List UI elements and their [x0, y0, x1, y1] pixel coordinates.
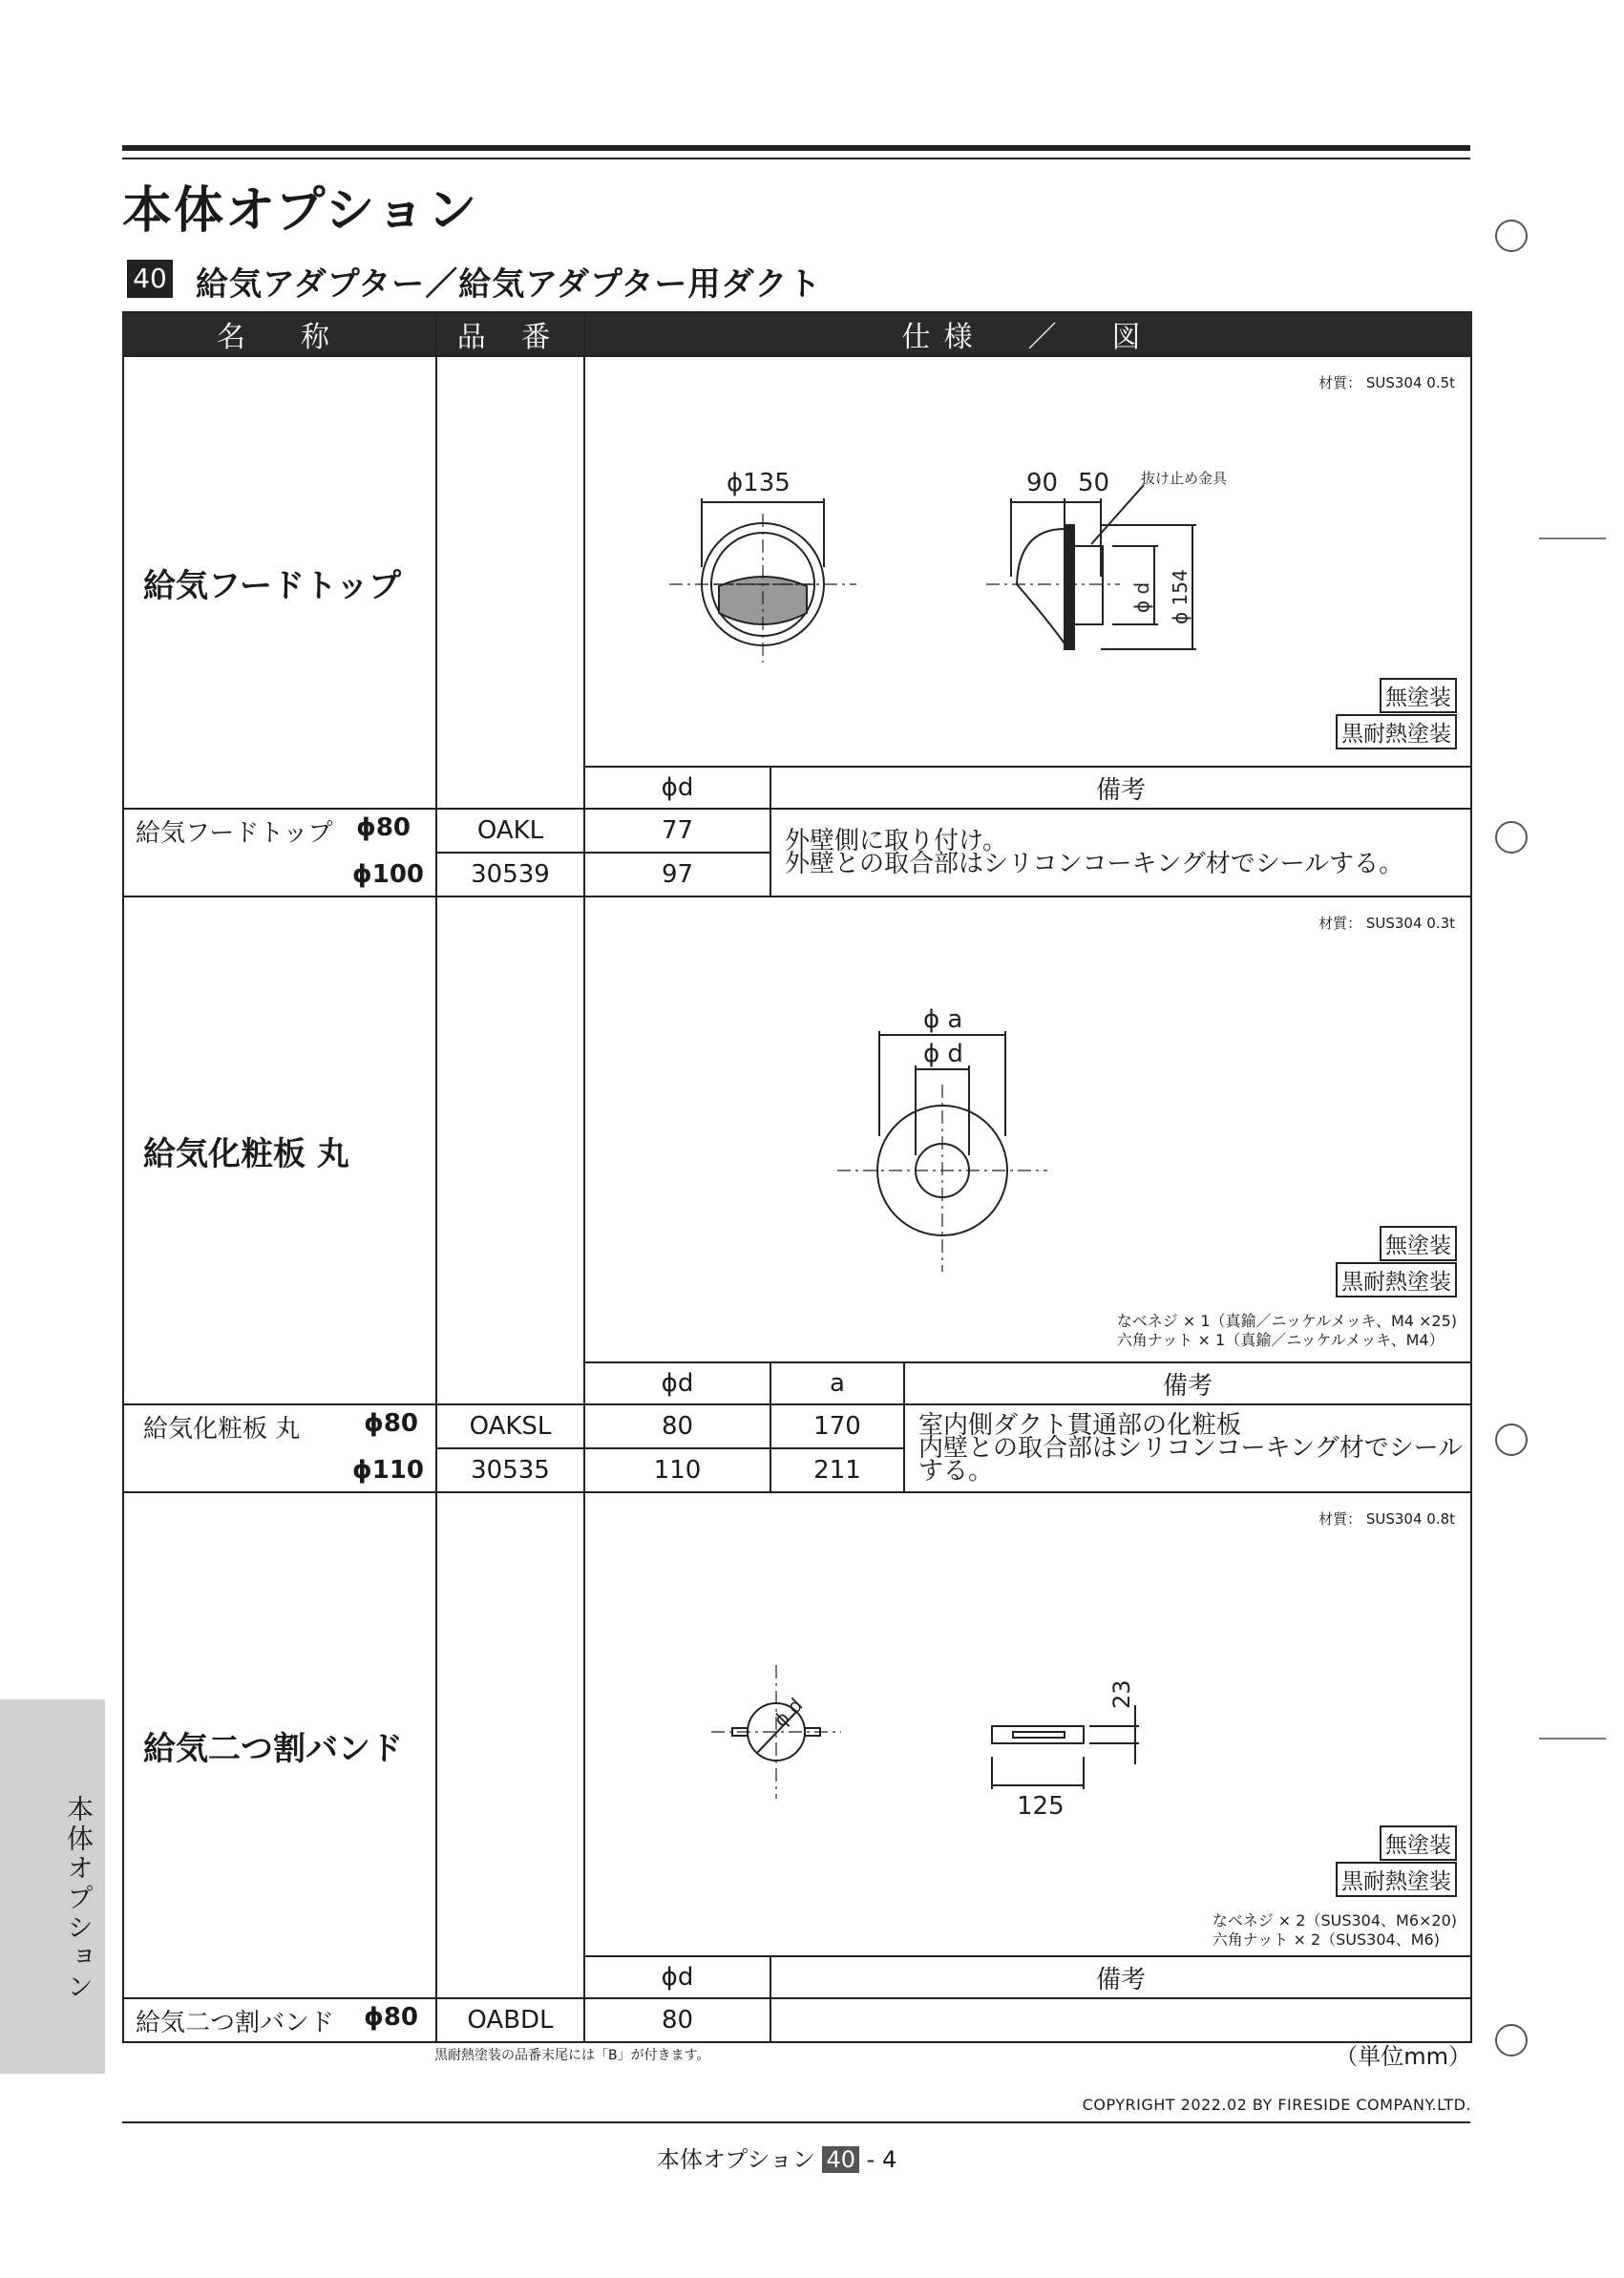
header-part-no: 品 番	[436, 312, 584, 356]
split-band-drawing	[585, 1493, 1460, 1955]
dim-phi-d: ϕ d	[923, 1040, 963, 1068]
row-phi-d: 97	[584, 853, 770, 896]
row-size: ϕ80	[356, 813, 411, 842]
bottom-rule	[122, 2121, 1470, 2123]
hardware-notes: なベネジ × 1（真鍮／ニッケルメッキ、M4 ×25) 六角ナット × 1（真鍮／ニッケルメッキ、M4）	[1116, 1312, 1458, 1349]
header-name: 名 称	[123, 312, 436, 356]
tag-unpainted: 無塗装	[1380, 678, 1457, 713]
unit-label: （単位mm）	[1335, 2043, 1471, 2070]
subheader-remarks: 備考	[904, 1362, 1471, 1404]
material-label: 材質： SUS304 0.3t	[1318, 915, 1456, 932]
product-name: 給気フードトップ	[123, 356, 436, 809]
row-remarks: 室内側ダクト貫通部の化粧板 内壁との取合部はシリコンコーキング材でシールする。	[904, 1404, 1471, 1492]
index-tick	[1539, 1738, 1606, 1740]
table-row	[123, 1404, 1471, 1448]
row-phi-d: 80	[584, 1404, 770, 1448]
row-name: 給気二つ割バンド	[136, 2008, 335, 2037]
binder-hole	[1495, 1424, 1528, 1456]
figure-face-plate	[584, 896, 1471, 1362]
hardware-notes: なベネジ × 2（SUS304、M6×20) 六角ナット × 2（SUS304、M6)	[1212, 1911, 1458, 1949]
dim-phi135: ϕ135	[727, 469, 791, 497]
table-row	[123, 809, 1471, 853]
footer-section-num: 40	[822, 2146, 859, 2173]
figure-hood-top	[584, 356, 1471, 767]
row-part-no: 30539	[436, 853, 584, 896]
row-a: 211	[770, 1448, 904, 1492]
row-size: ϕ80	[364, 2002, 418, 2032]
row-phi-d: 77	[584, 809, 770, 853]
row-part-no: 30535	[436, 1448, 584, 1492]
top-rule	[122, 145, 1470, 151]
dim-phi-d: ϕ d	[1130, 581, 1153, 613]
footer-page: - 4	[866, 2146, 897, 2173]
subheader-phi-d: ϕd	[584, 1362, 770, 1404]
table-header-row	[123, 312, 1471, 356]
tag-unpainted: 無塗装	[1380, 1226, 1457, 1261]
section-number: 40	[127, 260, 173, 298]
figure-split-band	[584, 1492, 1471, 1956]
dim-50: 50	[1078, 469, 1110, 497]
material-label: 材質： SUS304 0.8t	[1318, 1510, 1456, 1528]
row-phi-d: 110	[584, 1448, 770, 1492]
subheader-a: a	[770, 1362, 904, 1404]
row-size: ϕ100	[123, 853, 436, 896]
row-size: ϕ80	[364, 1409, 418, 1438]
footer-label: 本体オプション	[657, 2146, 815, 2173]
row-remarks: 外壁側に取り付け。 外壁との取合部はシリコンコーキング材でシールする。	[770, 809, 1471, 896]
row-phi-d: 80	[584, 1998, 770, 2042]
row-part-no: OAKSL	[436, 1404, 584, 1448]
binder-hole	[1495, 821, 1528, 854]
dim-90: 90	[1026, 469, 1059, 497]
spec-table	[122, 311, 1472, 2043]
material-label: 材質： SUS304 0.5t	[1318, 374, 1456, 391]
footnote: 黒耐熱塗装の品番末尾には「B」が付きます。	[434, 2048, 710, 2063]
side-index-label: 本体オプション	[63, 1795, 95, 2002]
subheader-remarks: 備考	[770, 767, 1471, 809]
tag-black-paint: 黒耐熱塗装	[1336, 1862, 1457, 1897]
tag-black-paint: 黒耐熱塗装	[1336, 1262, 1457, 1297]
row-remarks	[770, 1998, 1471, 2042]
row-a: 170	[770, 1404, 904, 1448]
row-name: 給気フードトップ	[136, 819, 333, 848]
fixture-label: 抜け止め金具	[1141, 470, 1228, 487]
product-name: 給気二つ割バンド	[123, 1492, 436, 1998]
binder-hole	[1495, 220, 1528, 252]
dim-23: 23	[1108, 1679, 1135, 1709]
dim-phi-a: ϕ a	[923, 1005, 963, 1034]
index-tick	[1539, 538, 1606, 539]
subheader-phi-d: ϕd	[584, 1956, 770, 1998]
subheader-phi-d: ϕd	[584, 767, 770, 809]
header-spec: 仕様 ／ 図	[584, 312, 1471, 356]
tag-unpainted: 無塗装	[1380, 1825, 1457, 1861]
row-name: 給気化粧板 丸	[143, 1415, 301, 1444]
tag-black-paint: 黒耐熱塗装	[1336, 714, 1457, 749]
dim-125: 125	[1017, 1792, 1065, 1821]
face-plate-drawing	[585, 897, 1460, 1361]
hood-top-drawing	[585, 357, 1460, 766]
row-part-no: OAKL	[436, 809, 584, 853]
top-rule-thin	[122, 158, 1470, 159]
row-part-no: OABDL	[436, 1998, 584, 2042]
dim-phi154: ϕ 154	[1169, 569, 1192, 624]
page-footer	[657, 2141, 896, 2174]
subheader-remarks: 備考	[770, 1956, 1471, 1998]
product-name: 給気化粧板 丸	[123, 896, 436, 1404]
dim-phi-d: ϕ d	[769, 1693, 808, 1732]
row-size: ϕ110	[123, 1448, 436, 1492]
binder-hole	[1495, 2024, 1528, 2057]
page-title: 本体オプション	[122, 182, 479, 240]
copyright: COPYRIGHT 2022.02 BY FIRESIDE COMPANY.LTD.	[1082, 2096, 1471, 2114]
section-title: 給気アダプター／給気アダプター用ダクト	[196, 265, 822, 304]
table-row	[123, 1998, 1471, 2042]
